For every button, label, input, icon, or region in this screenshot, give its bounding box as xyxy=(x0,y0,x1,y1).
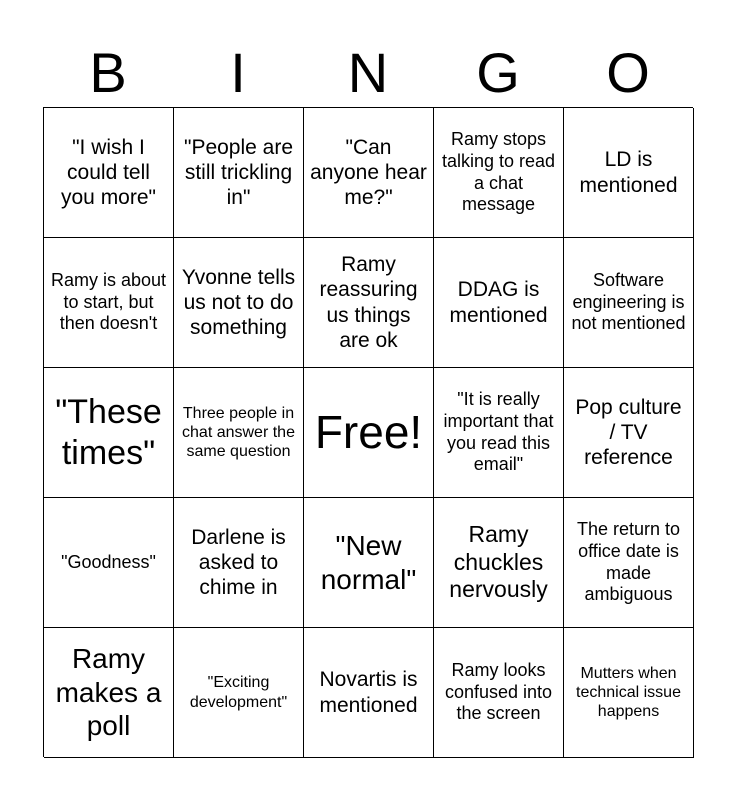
header-letter-i: I xyxy=(230,41,246,104)
bingo-cell[interactable]: Darlene is asked to chime in xyxy=(174,498,304,628)
bingo-cell[interactable]: Ramy chuckles nervously xyxy=(434,498,564,628)
free-space-cell[interactable]: Free! xyxy=(304,368,434,498)
bingo-cell[interactable]: Novartis is mentioned xyxy=(304,628,434,758)
bingo-cell[interactable]: DDAG is mentioned xyxy=(434,238,564,368)
bingo-cell[interactable]: Ramy stops talking to read a chat message xyxy=(434,108,564,238)
bingo-board xyxy=(43,107,693,757)
header-letter-g: G xyxy=(476,41,520,104)
header-letter-n: N xyxy=(347,41,389,104)
bingo-cell[interactable]: "It is really important that you read this email" xyxy=(434,368,564,498)
bingo-cell[interactable]: Pop culture / TV reference xyxy=(564,368,694,498)
header-letter-o: O xyxy=(606,41,650,104)
bingo-cell[interactable]: Ramy is about to start, but then doesn't xyxy=(44,238,174,368)
header-letter-b: B xyxy=(89,41,127,104)
bingo-cell[interactable]: "New normal" xyxy=(304,498,434,628)
bingo-cell[interactable]: "Can anyone hear me?" xyxy=(304,108,434,238)
bingo-cell[interactable]: Software engineering is not mentioned xyxy=(564,238,694,368)
bingo-cell[interactable]: Ramy looks confused into the screen xyxy=(434,628,564,758)
bingo-cell[interactable]: Yvonne tells us not to do something xyxy=(174,238,304,368)
bingo-cell[interactable]: The return to office date is made ambiguous xyxy=(564,498,694,628)
bingo-cell[interactable]: "I wish I could tell you more" xyxy=(44,108,174,238)
bingo-cell[interactable]: Mutters when technical issue happens xyxy=(564,628,694,758)
bingo-cell[interactable]: Ramy makes a poll xyxy=(44,628,174,758)
bingo-cell[interactable]: "These times" xyxy=(44,368,174,498)
bingo-cell[interactable]: Ramy reassuring us things are ok xyxy=(304,238,434,368)
bingo-cell[interactable]: LD is mentioned xyxy=(564,108,694,238)
bingo-cell[interactable]: "Exciting development" xyxy=(174,628,304,758)
bingo-cell[interactable]: Three people in chat answer the same question xyxy=(174,368,304,498)
bingo-cell[interactable]: "People are still trickling in" xyxy=(174,108,304,238)
bingo-header xyxy=(43,40,693,106)
bingo-cell[interactable]: "Goodness" xyxy=(44,498,174,628)
